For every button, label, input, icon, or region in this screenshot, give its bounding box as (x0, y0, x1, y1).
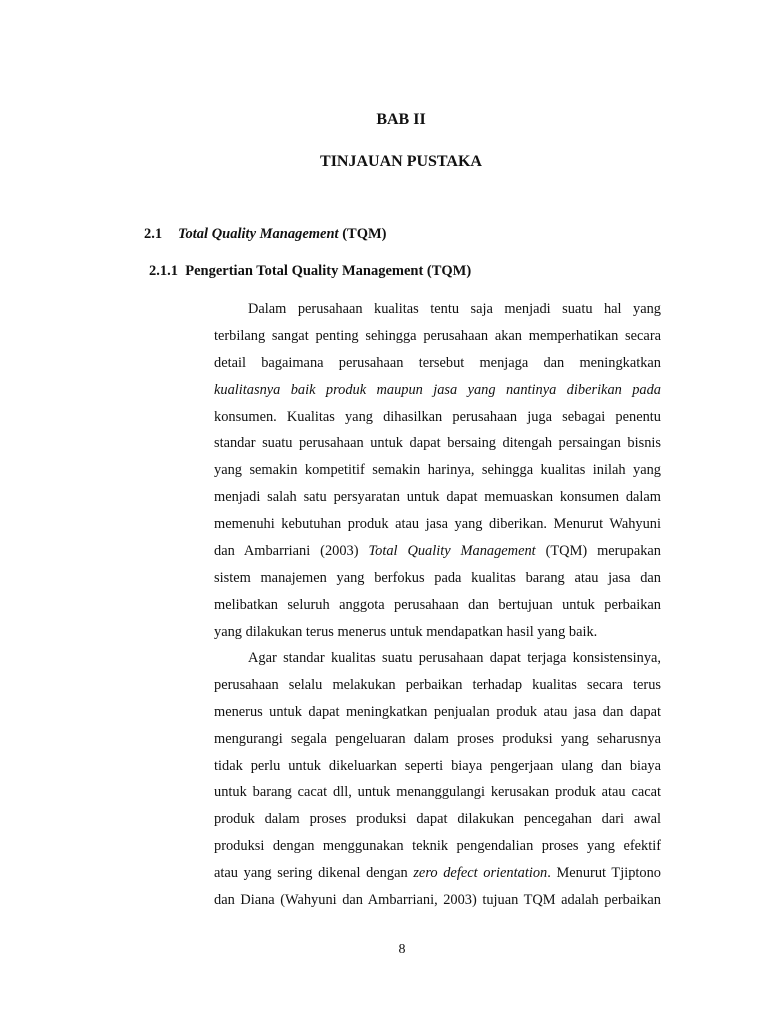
text-line: standar suatu perusahaan untuk dapat bersaing ditengah persaingan bisnis (214, 435, 661, 452)
text-line: memenuhi kebutuhan produk atau jasa yang diberikan. Menurut Wahyuni (214, 516, 661, 533)
text-line-italic: kualitasnya baik produk maupun jasa yang nantinya diberikan pada (214, 381, 661, 398)
section-heading (144, 226, 387, 243)
text-line: menerus untuk dapat meningkatkan penjualan produk atau jasa dan dapat (214, 703, 661, 720)
text-line: sistem manajemen yang berfokus pada kualitas barang atau jasa dan (214, 569, 661, 586)
text-fragment: (TQM) merupakan (535, 543, 661, 560)
text-fragment: atau yang sering dikenal dengan (214, 865, 414, 882)
text-line: Agar standar kualitas suatu perusahaan dapat terjaga konsistensinya, (248, 650, 661, 666)
text-line: produk dalam proses produksi dapat dilakukan pencegahan dari awal (214, 811, 661, 828)
subsection-heading: 2.1.1 Pengertian Total Quality Management (TQM) (149, 263, 472, 279)
text-line: produksi dengan menggunakan teknik pengendalian proses yang efektif (214, 838, 661, 855)
text-fragment: . Menurut Tjiptono (547, 865, 661, 882)
text-line: yang semakin kompetitif semakin harinya, sehingga kualitas inilah yang (214, 462, 661, 479)
text-fragment-italic: Total Quality Management (368, 543, 536, 560)
section-number: 2.1 (144, 226, 163, 242)
paragraph-1 (214, 296, 661, 646)
section-title-italic: Total Quality Management (178, 226, 339, 242)
text-line: terbilang sangat penting sehingga perusahaan akan memperhatikan secara (214, 327, 661, 344)
text-line: Dalam perusahaan kualitas tentu saja menjadi suatu hal yang (248, 301, 661, 317)
text-fragment: dan Ambarriani (2003) (214, 543, 369, 560)
page-number: 8 (398, 942, 406, 957)
text-line: konsumen. Kualitas yang dihasilkan perusahaan juga sebagai penentu (214, 408, 661, 425)
text-line: melibatkan seluruh anggota perusahaan dan bertujuan untuk perbaikan (214, 596, 661, 613)
text-line-mixed (214, 538, 661, 565)
text-line: detail bagaimana perusahaan tersebut menjaga dan meningkatkan (214, 354, 661, 371)
text-line: perusahaan selalu melakukan perbaikan terhadap kualitas secara terus (214, 676, 661, 693)
text-fragment-italic: zero defect orientation (413, 865, 548, 882)
text-line: menjadi salah satu persyaratan untuk dapat memuaskan konsumen dalam (214, 489, 661, 506)
chapter-title: TINJAUAN PUSTAKA (320, 153, 482, 170)
text-line: dan Diana (Wahyuni dan Ambarriani, 2003) tujuan TQM adalah perbaikan (214, 892, 661, 909)
text-line: yang dilakukan terus menerus untuk mendapatkan hasil yang baik. (214, 623, 598, 640)
chapter-number: BAB II (376, 111, 426, 128)
text-line: mengurangi segala pengeluaran dalam proses produksi yang seharusnya (214, 730, 661, 747)
paragraph-2 (214, 645, 661, 914)
text-line-mixed (214, 860, 661, 887)
section-title-suffix: (TQM) (338, 226, 387, 242)
text-line: tidak perlu untuk dikeluarkan seperti biaya pengerjaan ulang dan biaya (214, 757, 661, 774)
text-line: untuk barang cacat dll, untuk menanggulangi kerusakan produk atau cacat (214, 784, 661, 801)
